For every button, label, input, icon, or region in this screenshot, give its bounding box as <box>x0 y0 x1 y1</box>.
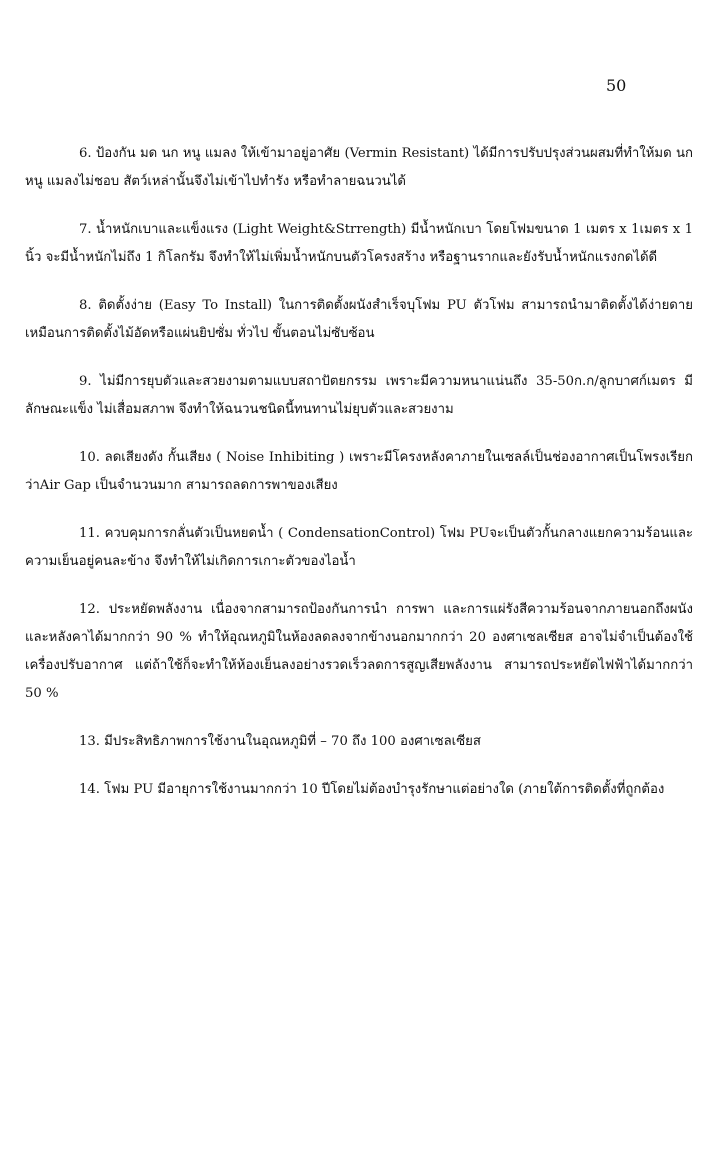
list-item-6: 6. ป้องกัน มด นก หนู แมลง ให้เข้ามาอยู่อาศัย (Vermin Resistant) ได้มีการปรับปรุงส่วนผสมที่ทำให้มด นก หนู แมลงไม่ชอบ สัตว์เหล่านั้นจึงไม่เข้าไปทำรัง หรือทำลายฉนวนได้ <box>25 146 693 189</box>
list-item-12: 12. ประหยัดพลังงาน เนื่องจากสามารถป้องกันการนำ การพา และการแผ่รังสีความร้อนจากภายนอกถึงผนังและหลังคาได้มากกว่า 90 % ทำให้อุณหภูมิในห้องลดลงจากข้างนอกมากกว่า 20 องศาเซลเซียส อาจไม่จำเป็นต้องใช้เครื่องปรับอากาศ แต่ถ้าใช้ก็จะทำให้ห้องเย็นลงอย่างรวดเร็วลดการสูญเสียพลังงาน สามารถประหยัดไฟฟ้าได้มากกว่า 50 % <box>25 602 693 701</box>
list-item-10: 10. ลดเสียงดัง กั้นเสียง ( Noise Inhibiting ) เพราะมีโครงหลังคาภายในเซลล์เป็นช่องอากาศเป็นโพรงเรียกว่าAir Gap เป็นจำนวนมาก สามารถลดการพาของเสียง <box>25 450 693 493</box>
list-item-13: 13. มีประสิทธิภาพการใช้งานในอุณหภูมิที่ – 70 ถึง 100 องศาเซลเซียส <box>79 734 481 749</box>
list-item-8: 8. ติดตั้งง่าย (Easy To Install) ในการติดตั้งผนังสำเร็จบุโฟม PU ตัวโฟม สามารถนำมาติดตั้งได้ง่ายดาย เหมือนการติดตั้งไม้อัดหรือแผ่นยิปซั่ม ทั่วไป ขั้นตอนไม่ซับซ้อน <box>25 298 693 341</box>
list-item-7: 7. น้ำหนักเบาและแข็งแรง (Light Weight&Strrength) มีน้ำหนักเบา โดยโฟมขนาด 1 เมตร x 1เมตร x 1 นิ้ว จะมีน้ำหนักไม่ถึง 1 กิโลกรัม จึงทำให้ไม่เพิ่มน้ำหนักบนตัวโครงสร้าง หรือฐานรากและยังรับน้ำหนักแรงกดได้ดี <box>25 222 693 265</box>
page-body <box>25 140 693 804</box>
list-item-14: 14. โฟม PU มีอายุการใช้งานมากกว่า 10 ปีโดยไม่ต้องบำรุงรักษาแต่อย่างใด (ภายใต้การติดตั้งที่ถูกต้อง <box>79 782 665 797</box>
page-number: 50 <box>606 76 627 95</box>
list-item-9: 9. ไม่มีการยุบตัวและสวยงามตามแบบสถาปัตยกรรม เพราะมีความหนาแน่นถึง 35-50ก.ก/ลูกบาศก์เมตร มีลักษณะแข็ง ไม่เสื่อมสภาพ จึงทำให้ฉนวนชนิดนี้ทนทานไม่ยุบตัวและสวยงาม <box>25 374 693 417</box>
list-item-11: 11. ควบคุมการกลั่นตัวเป็นหยดน้ำ ( CondensationControl) โฟม PUจะเป็นตัวกั้นกลางแยกความร้อนและความเย็นอยู่คนละข้าง จึงทำให้ไม่เกิดการเกาะตัวของไอน้ำ <box>25 526 693 569</box>
